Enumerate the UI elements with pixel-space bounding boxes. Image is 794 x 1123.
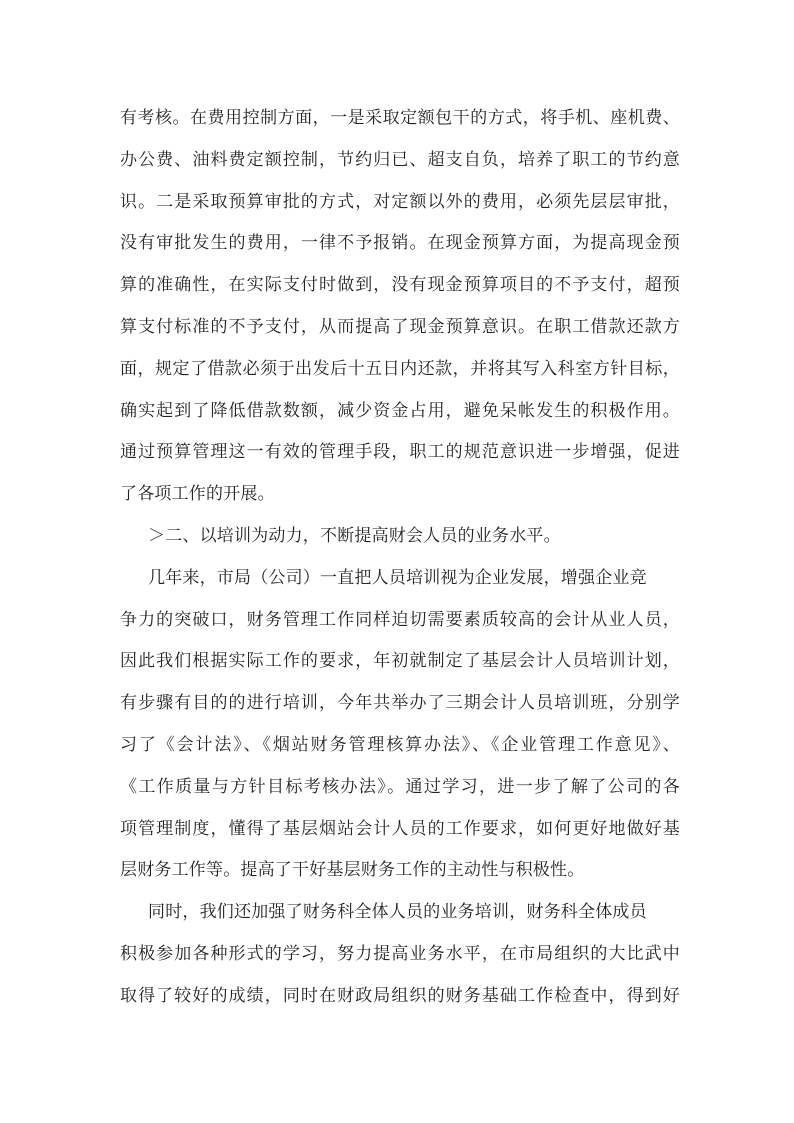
text-line: 有步骤有目的的进行培训，今年共举办了三期会计人员培训班，分别学 xyxy=(120,693,680,714)
text-line: 没有审批发生的费用，一律不予报销。在现金预算方面，为提高现金预 xyxy=(120,233,680,254)
text-line: 项管理制度，懂得了基层烟站会计人员的工作要求，如何更好地做好基 xyxy=(120,818,680,839)
text-line: 有考核。在费用控制方面，一是采取定额包干的方式，将手机、座机费、 xyxy=(120,108,680,128)
text-line: 确实起到了降低借款数额，减少资金占用，避免呆帐发生的积极作用。 xyxy=(120,400,680,421)
text-line: 取得了较好的成绩，同时在财政局组织的财务基础工作检查中，得到好 xyxy=(120,985,680,1006)
text-line: 识。二是采取预算审批的方式，对定额以外的费用，必须先层层审批， xyxy=(120,191,680,212)
text-line: 因此我们根据实际工作的要求，年初就制定了基层会计人员培训计划， xyxy=(120,651,680,672)
text-line: 了各项工作的开展。 xyxy=(120,484,275,505)
text-line: 《工作质量与方针目标考核办法》。通过学习，进一步了解了公司的各 xyxy=(120,776,680,797)
paragraph-start-line: 几年来，市局（公司）一直把人员培训视为企业发展，增强企业竞 xyxy=(148,567,647,588)
text-line: 习了《会计法》、《烟站财务管理核算办法》、《企业管理工作意见》、 xyxy=(120,734,680,755)
text-line: 争力的突破口，财务管理工作同样迫切需要素质较高的会计从业人员， xyxy=(120,609,680,630)
text-line: 通过预算管理这一有效的管理手段，职工的规范意识进一步增强，促进 xyxy=(120,442,680,463)
text-line: 积极参加各种形式的学习，努力提高业务水平，在市局组织的大比武中 xyxy=(120,943,680,964)
paragraph-start-line: 同时，我们还加强了财务科全体人员的业务培训，财务科全体成员 xyxy=(148,902,647,923)
text-line: 面，规定了借款必须于出发后十五日内还款，并将其写入科室方针目标， xyxy=(120,358,680,379)
body-text xyxy=(120,98,680,1018)
text-line: 算支付标准的不予支付，从而提高了现金预算意识。在职工借款还款方 xyxy=(120,316,680,337)
text-line: 算的准确性，在实际支付时做到，没有现金预算项目的不予支付，超预 xyxy=(120,275,680,296)
text-line: 层财务工作等。提高了干好基层财务工作的主动性与积极性。 xyxy=(120,860,585,881)
text-line: 办公费、油料费定额控制，节约归已、超支自负，培养了职工的节约意 xyxy=(120,149,680,170)
section-heading: ＞二、以培训为动力，不断提高财会人员的业务水平。 xyxy=(148,525,561,546)
